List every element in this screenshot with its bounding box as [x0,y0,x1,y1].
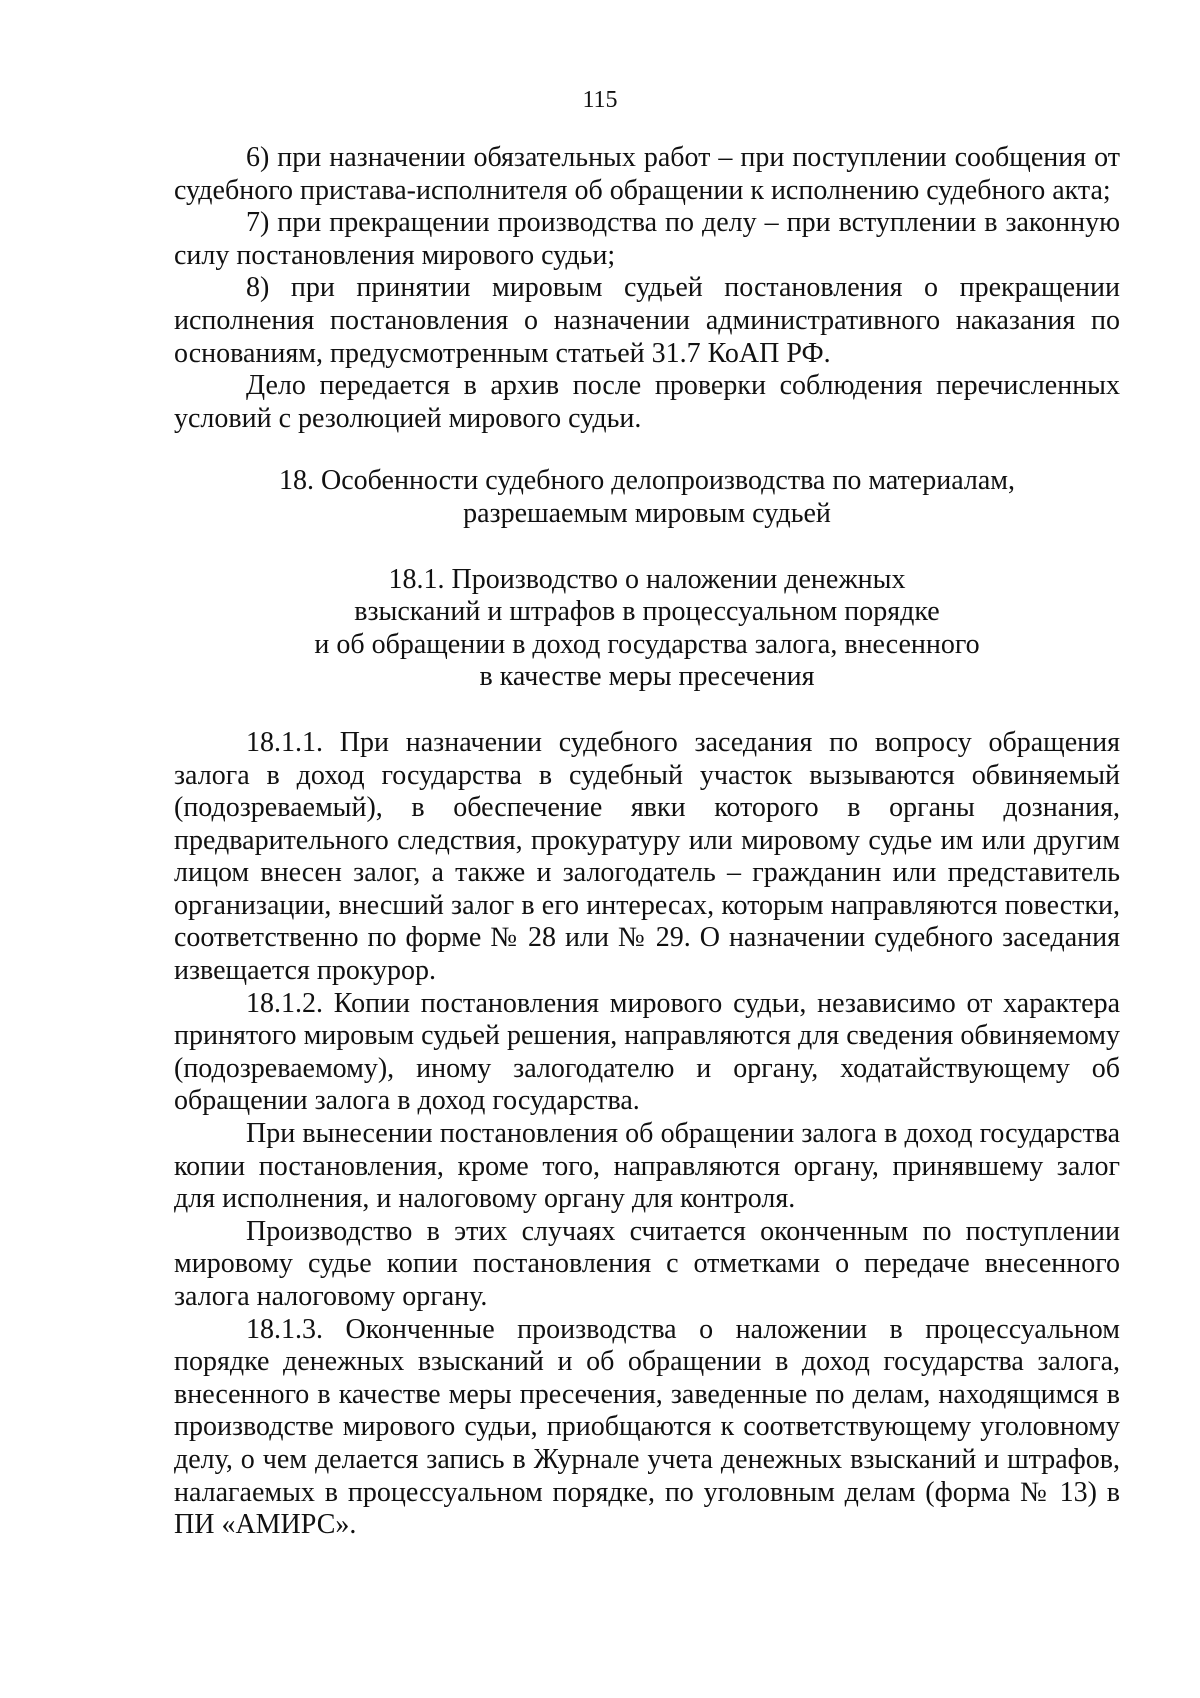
document-body [174,142,1120,1542]
section-heading [174,465,1120,530]
subsection-body [174,727,1120,1542]
subsection-heading-line: в качестве меры пресечения [479,661,815,693]
list-item-8: 8) при принятии мировым судьей постановления о прекращении исполнения постановления о назначении административного наказания по основаниям, предусмотренным статьей 31.7 КоАП РФ. [174,272,1120,369]
archive-paragraph: Дело передается в архив после проверки соблюдения перечисленных условий с резолюцией мирового судьи. [174,370,1120,434]
page-number: 115 [582,87,618,113]
subsection-heading-line: и об обращении в доход государства залога, внесенного [314,628,980,660]
list-item-7: 7) при прекращении производства по делу – при вступлении в законную силу постановления мирового судьи; [174,207,1120,271]
subsection-heading-line: взысканий и штрафов в процессуальном порядке [354,596,940,628]
paragraph-completion: Производство в этих случаях считается оконченным по поступлении мировому судье копии постановления с отметками о передаче внесенного залога налоговому органу. [174,1215,1120,1312]
subsection-heading-line: 18.1. Производство о наложении денежных [388,563,906,595]
list-item-6: 6) при назначении обязательных работ – при поступлении сообщения от судебного пристава-исполнителя об обращении к исполнению судебного акта; [174,142,1120,206]
paragraph-copies: При вынесении постановления об обращении залога в доход государства копии постановления, кроме того, направляются органу, принявшему залог для исполнения, и налоговому органу для контроля. [174,1118,1120,1215]
paragraph-18-1-2: 18.1.2. Копии постановления мирового судьи, независимо от характера принятого мировым судьей решения, направляются для сведения обвиняемому (подозреваемому), иному залогодателю и органу, ходатайствующему об обращении залога в доход государства. [174,987,1120,1117]
subsection-heading [174,564,1120,694]
paragraph-18-1-3: 18.1.3. Оконченные производства о наложении в процессуальном порядке денежных взысканий и об обращении в доход государства залога, внесенного в качестве меры пресечения, заведенные по делам, находящимся в производстве мирового судьи, приобщаются к соответствующему уголовному делу, о чем делается запись в Журнале учета денежных взысканий и штрафов, налагаемых в процессуальном порядке, по уголовным делам (форма № 13) в ПИ «АМИРС». [174,1313,1120,1541]
section-heading-line: 18. Особенности судебного делопроизводства по материалам, [279,465,1015,497]
section-heading-line: разрешаемым мировым судьей [463,497,831,529]
paragraph-18-1-1: 18.1.1. При назначении судебного заседания по вопросу обращения залога в доход государства в судебный участок вызываются обвиняемый (подозреваемый), в обеспечение явки которого в органы дознания, предварительного следствия, прокуратуру или мировому судье им или другим лицом внесен залог, а также и залогодатель – гражданин или представитель организации, внесший залог в его интересах, которым направляются повестки, соответственно по форме № 28 или № 29. О назначении судебного заседания извещается прокурор. [174,726,1120,987]
